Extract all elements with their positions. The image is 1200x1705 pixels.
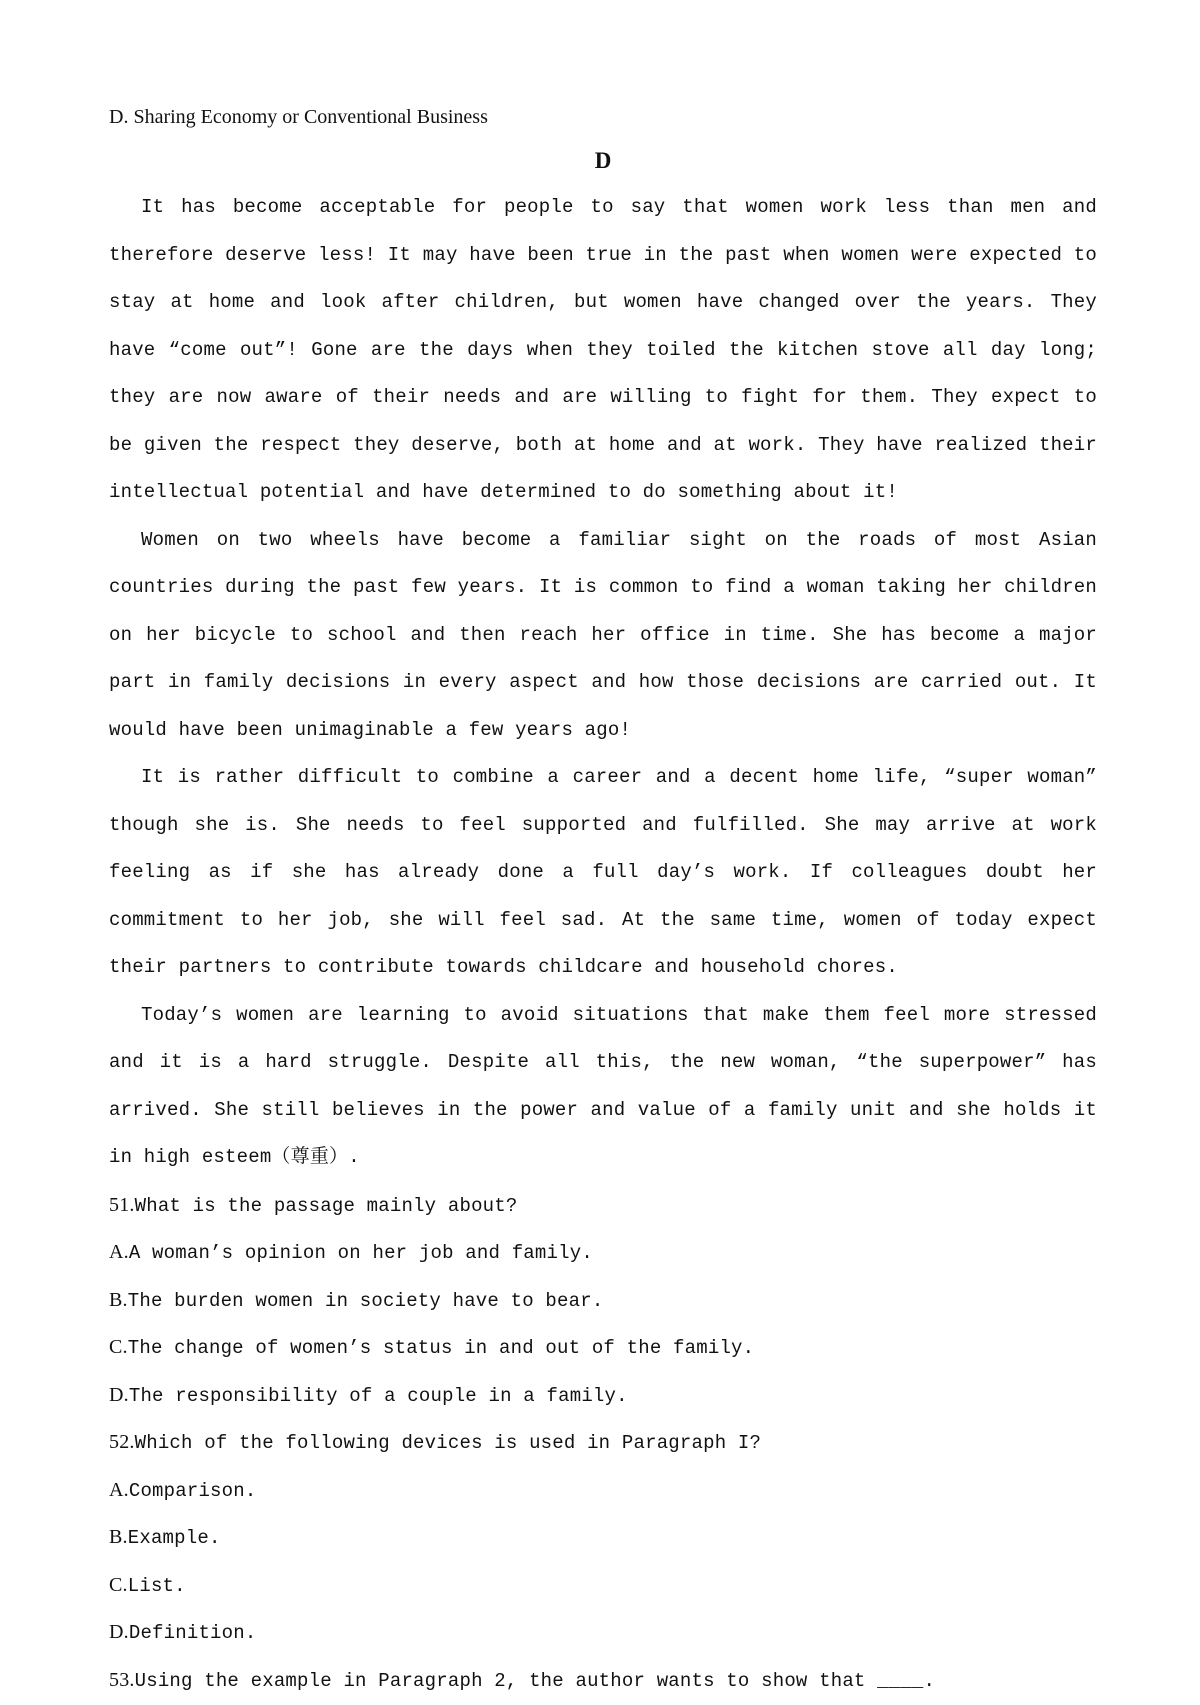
option-letter: D. — [109, 1383, 129, 1406]
option-letter: C. — [109, 1336, 128, 1358]
question-51-option-a — [109, 1229, 1097, 1277]
option-text: List. — [127, 1574, 186, 1597]
question-number: 53. — [109, 1668, 135, 1691]
question-51-option-b — [109, 1277, 1097, 1325]
question-text: Using the example in Paragraph 2, the author wants to show that ____. — [134, 1669, 936, 1692]
option-text: The responsibility of a couple in a family. — [128, 1384, 628, 1407]
passage-title: D — [594, 148, 612, 173]
document-page — [109, 96, 1097, 1704]
option-letter: A. — [109, 1241, 129, 1263]
question-text: Which of the following devices is used in Paragraph I? — [134, 1432, 762, 1454]
passage-paragraph-1: It has become acceptable for people to say that women work less than men and therefore deserve less! It may have been true in the past when women were expected to stay at home and look after children, but women have changed over the years. They have “come out”! Gone are the days when they toiled the kitchen stove all day long; they are now aware of their needs and are willing to fight for them. They expect to be given the respect they deserve, both at home and at work. They have realized their intellectual potential and have determined to do something about it! — [109, 196, 1097, 503]
passage-paragraph-2: Women on two wheels have become a familiar sight on the roads of most Asian countries during the past few years. It is common to find a woman taking her children on her bicycle to school and then reach her office in time. She has become a major part in family decisions in every aspect and how those decisions are carried out. It would have been unimaginable a few years ago! — [109, 528, 1097, 741]
option-letter: B. — [109, 1288, 128, 1311]
question-text: What is the passage mainly about? — [134, 1194, 518, 1217]
option-letter: C. — [109, 1573, 128, 1596]
passage-paragraph-3: It is rather difficult to combine a career and a decent home life, “super woman” though she is. She needs to feel supported and fulfilled. She may arrive at work feeling as if she has already done a full day’s work. If colleagues doubt her commitment to her job, she will feel sad. At the same time, women of today expect their partners to contribute towards childcare and household chores. — [109, 766, 1097, 978]
question-number: 52. — [109, 1431, 135, 1453]
previous-option-d: D. Sharing Economy or Conventional Business — [109, 106, 488, 128]
question-52-option-c — [109, 1562, 1097, 1610]
question-53 — [109, 1657, 1097, 1705]
option-text: Definition. — [128, 1622, 257, 1644]
option-text: The change of women’s status in and out of the family. — [127, 1337, 755, 1359]
option-letter: A. — [109, 1478, 129, 1501]
question-51-option-c — [109, 1324, 1097, 1372]
question-number: 51. — [109, 1193, 135, 1216]
question-51 — [109, 1182, 1097, 1230]
question-52-option-d — [109, 1609, 1097, 1657]
option-text: Example. — [127, 1527, 221, 1549]
option-text: The burden women in society have to bear. — [127, 1289, 604, 1312]
option-text: Comparison. — [128, 1479, 257, 1502]
question-51-option-d — [109, 1372, 1097, 1420]
question-52 — [109, 1419, 1097, 1467]
option-letter: B. — [109, 1526, 128, 1548]
question-52-option-b — [109, 1514, 1097, 1562]
option-letter: D. — [109, 1621, 129, 1643]
passage-paragraph-4: Today’s women are learning to avoid situations that make them feel more stressed and it is a hard struggle. Despite all this, the new woman, “the superpower” has arrived. She still believes in the power and value of a family unit and she holds it in high esteem（尊重）. — [109, 1003, 1097, 1168]
option-text: A woman’s opinion on her job and family. — [128, 1242, 593, 1264]
question-52-option-a — [109, 1467, 1097, 1515]
